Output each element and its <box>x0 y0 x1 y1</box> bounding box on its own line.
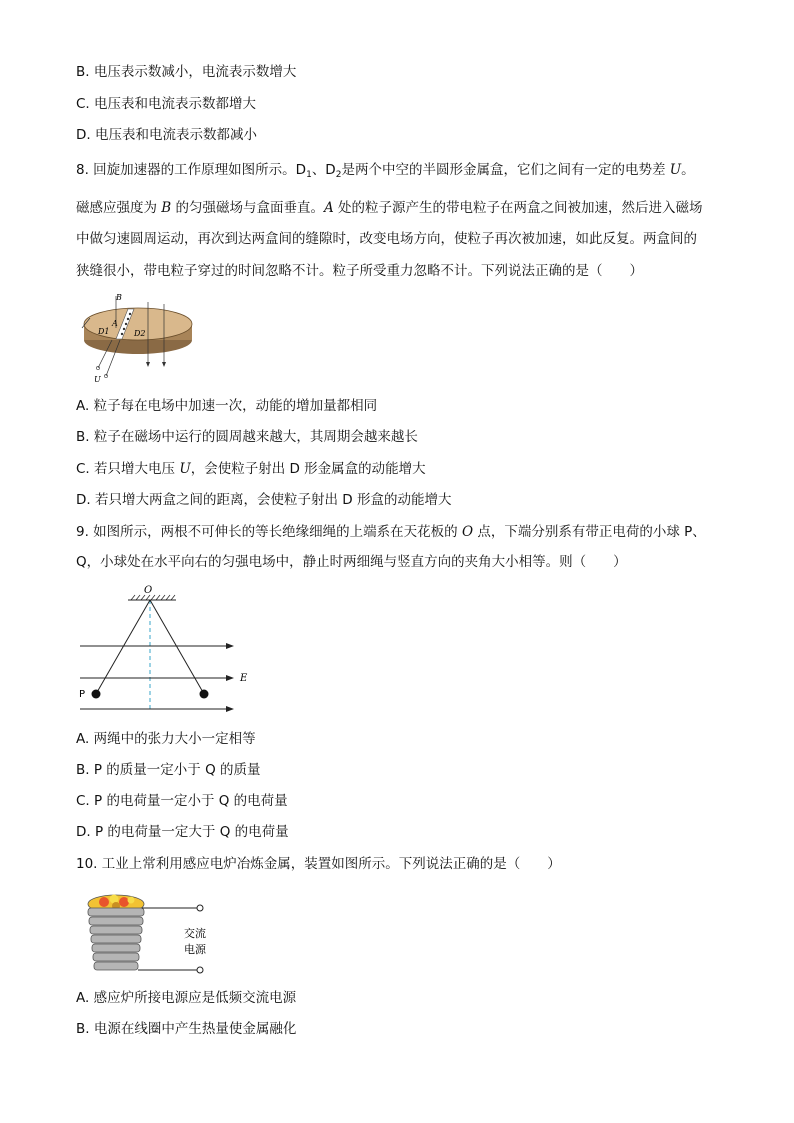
q7-option-c: C. 电压表和电流表示数都增大 <box>76 96 257 112</box>
q8-option-c: C. 若只增大电压 U，会使粒子射出 D 形金属盒的动能增大 <box>76 461 426 477</box>
ball-q <box>200 690 209 699</box>
cyclotron-figure <box>76 288 196 384</box>
fig-label-b: B <box>116 293 122 302</box>
q10-option-b: B. 电源在线圈中产生热量使金属融化 <box>76 1021 297 1037</box>
fig-label-o: O <box>144 585 153 596</box>
q8-option-d: D. 若只增大两盒之间的距离，会使粒子射出 D 形盒的动能增大 <box>76 492 452 508</box>
fig-label-a: A <box>112 319 118 328</box>
pendulum-field-figure <box>76 582 256 720</box>
q9-stem-line1: 9. 如图所示，两根不可伸长的等长绝缘细绳的上端系在天花板的 O 点，下端分别系有带正电荷的小球 P、 <box>76 524 706 540</box>
q9-option-c: C. P 的电荷量一定小于 Q 的电荷量 <box>76 793 288 809</box>
q9-option-b: B. P 的质量一定小于 Q 的质量 <box>76 762 261 778</box>
q8-stem-line3: 中做匀速圆周运动，再次到达两盒间的缝隙时，改变电场方向，使粒子再次被加速，如此反复。两盒间的 <box>76 231 697 247</box>
q9-stem-line2: Q，小球处在水平向右的匀强电场中，静止时两细绳与竖直方向的夹角大小相等。则（ ） <box>76 554 627 570</box>
q7-option-d: D. 电压表和电流表示数都减小 <box>76 127 257 143</box>
fig-label-ac: 交流 <box>184 927 206 940</box>
ball-p <box>92 690 101 699</box>
fig-label-u: U <box>94 375 101 384</box>
q8-stem-line1: 8. 回旋加速器的工作原理如图所示。$D_1$、$D_2$是两个中空的半圆形金属盒，它们之间有一定的电势差 U。 <box>76 162 695 180</box>
fig-label-p: P <box>79 689 86 700</box>
q8-option-a: A. 粒子每在电场中加速一次，动能的增加量都相同 <box>76 398 378 414</box>
q8-stem-line4: 狭缝很小，带电粒子穿过的时间忽略不计。粒子所受重力忽略不计。下列说法正确的是（ ） <box>76 263 643 279</box>
q8-option-b: B. 粒子在磁场中运行的圆周越来越大，其周期会越来越长 <box>76 429 418 445</box>
q10-option-a: A. 感应炉所接电源应是低频交流电源 <box>76 990 297 1006</box>
q9-option-d: D. P 的电荷量一定大于 Q 的电荷量 <box>76 824 289 840</box>
fig-label-d1: D1 <box>98 327 110 336</box>
q7-option-b: B. 电压表示数减小，电流表示数增大 <box>76 64 297 80</box>
q10-stem: 10. 工业上常利用感应电炉冶炼金属，装置如图所示。下列说法正确的是（ ） <box>76 856 561 872</box>
fig-label-e: E <box>240 673 248 684</box>
fig-label-power: 电源 <box>184 943 206 956</box>
fig-label-d2: D2 <box>134 329 146 338</box>
q8-stem-line2: 磁感应强度为 B 的匀强磁场与盒面垂直。A 处的粒子源产生的带电粒子在两盒之间被加速，然后进入磁场 <box>76 200 703 216</box>
induction-furnace-figure <box>76 882 226 980</box>
q9-option-a: A. 两绳中的张力大小一定相等 <box>76 731 256 747</box>
